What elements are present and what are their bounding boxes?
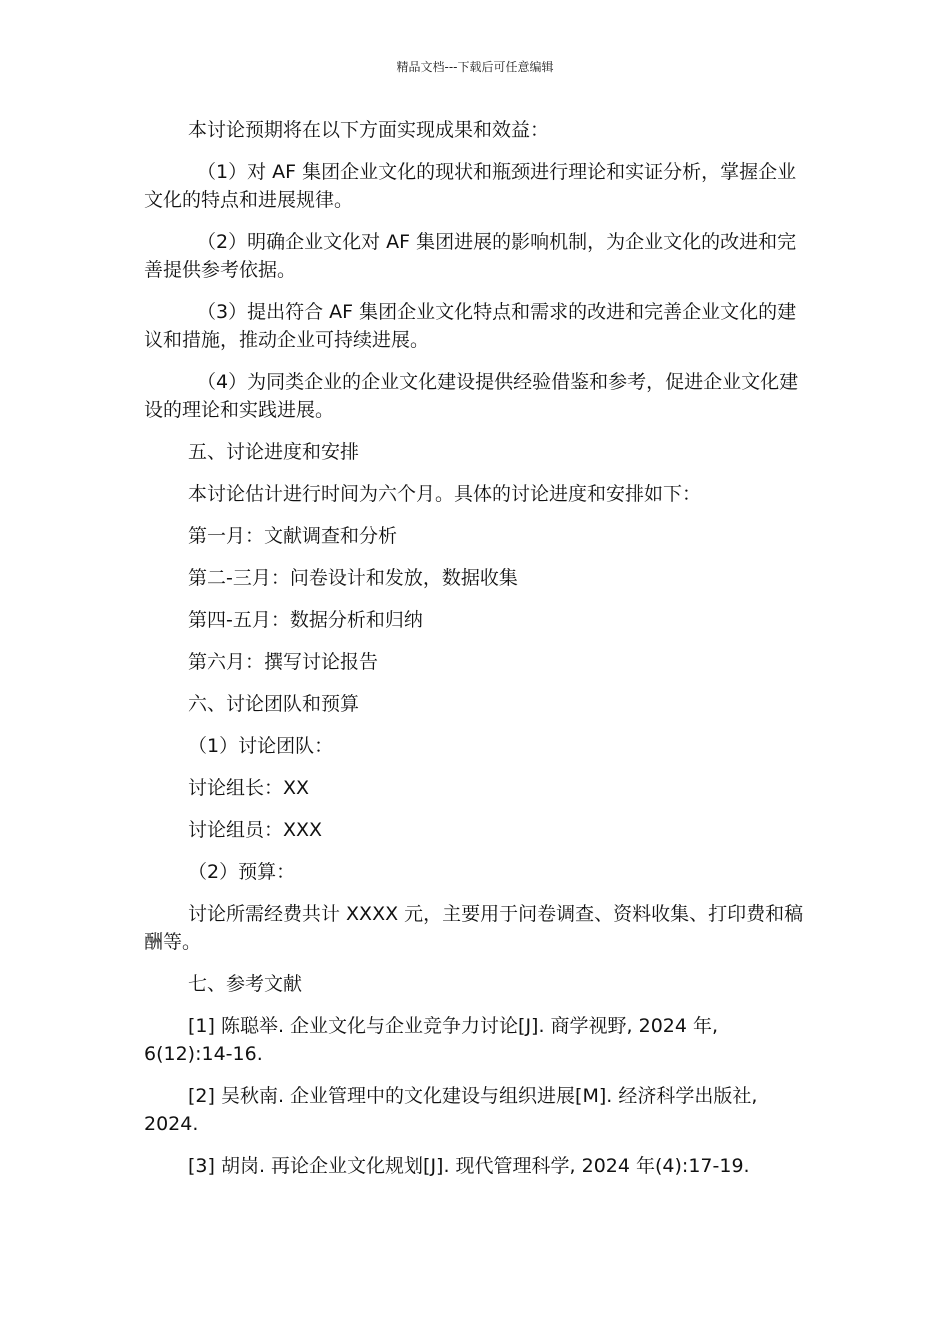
section-6-heading: 六、讨论团队和预算: [188, 693, 360, 715]
intro-paragraph: 本讨论预期将在以下方面实现成果和效益：: [188, 119, 550, 141]
schedule-month-2-3: 第二-三月：问卷设计和发放，数据收集: [188, 567, 518, 589]
expected-result-3: （3）提出符合 AF 集团企业文化特点和需求的改进和完善企业文化的建议和措施，推动企业可持续进展。: [144, 301, 797, 351]
page-header: 精品文档---下载后可任意编辑: [396, 60, 554, 74]
schedule-intro: 本讨论估计进行时间为六个月。具体的讨论进度和安排如下：: [188, 483, 702, 505]
expected-result-4: （4）为同类企业的企业文化建设提供经验借鉴和参考，促进企业文化建设的理论和实践进展。: [144, 371, 799, 421]
section-5-heading: 五、讨论进度和安排: [188, 441, 360, 463]
team-leader: 讨论组长：XX: [188, 777, 310, 799]
schedule-month-4-5: 第四-五月：数据分析和归纳: [188, 609, 423, 631]
schedule-month-6: 第六月：撰写讨论报告: [188, 651, 379, 673]
budget-heading: （2）预算：: [188, 861, 296, 883]
reference-3: [3] 胡岗. 再论企业文化规划[J]. 现代管理科学, 2024 年(4):17-19.: [188, 1155, 750, 1177]
reference-2: [2] 吴秋南. 企业管理中的文化建设与组织进展[M]. 经济科学出版社, 2024.: [144, 1085, 758, 1135]
team-heading: （1）讨论团队：: [188, 735, 334, 757]
document-body: [144, 116, 808, 1194]
expected-result-2: （2）明确企业文化对 AF 集团进展的影响机制，为企业文化的改进和完善提供参考依据。: [144, 231, 797, 281]
team-member: 讨论组员：XXX: [188, 819, 323, 841]
budget-detail: 讨论所需经费共计 XXXX 元，主要用于问卷调查、资料收集、打印费和稿酬等。: [144, 903, 804, 953]
schedule-month-1: 第一月：文献调查和分析: [188, 525, 398, 547]
section-7-heading: 七、参考文献: [188, 973, 303, 995]
expected-result-1: （1）对 AF 集团企业文化的现状和瓶颈进行理论和实证分析，掌握企业文化的特点和进展规律。: [144, 161, 797, 211]
reference-1: [1] 陈聪举. 企业文化与企业竞争力讨论[J]. 商学视野, 2024 年, 6(12):14-16.: [144, 1015, 719, 1065]
